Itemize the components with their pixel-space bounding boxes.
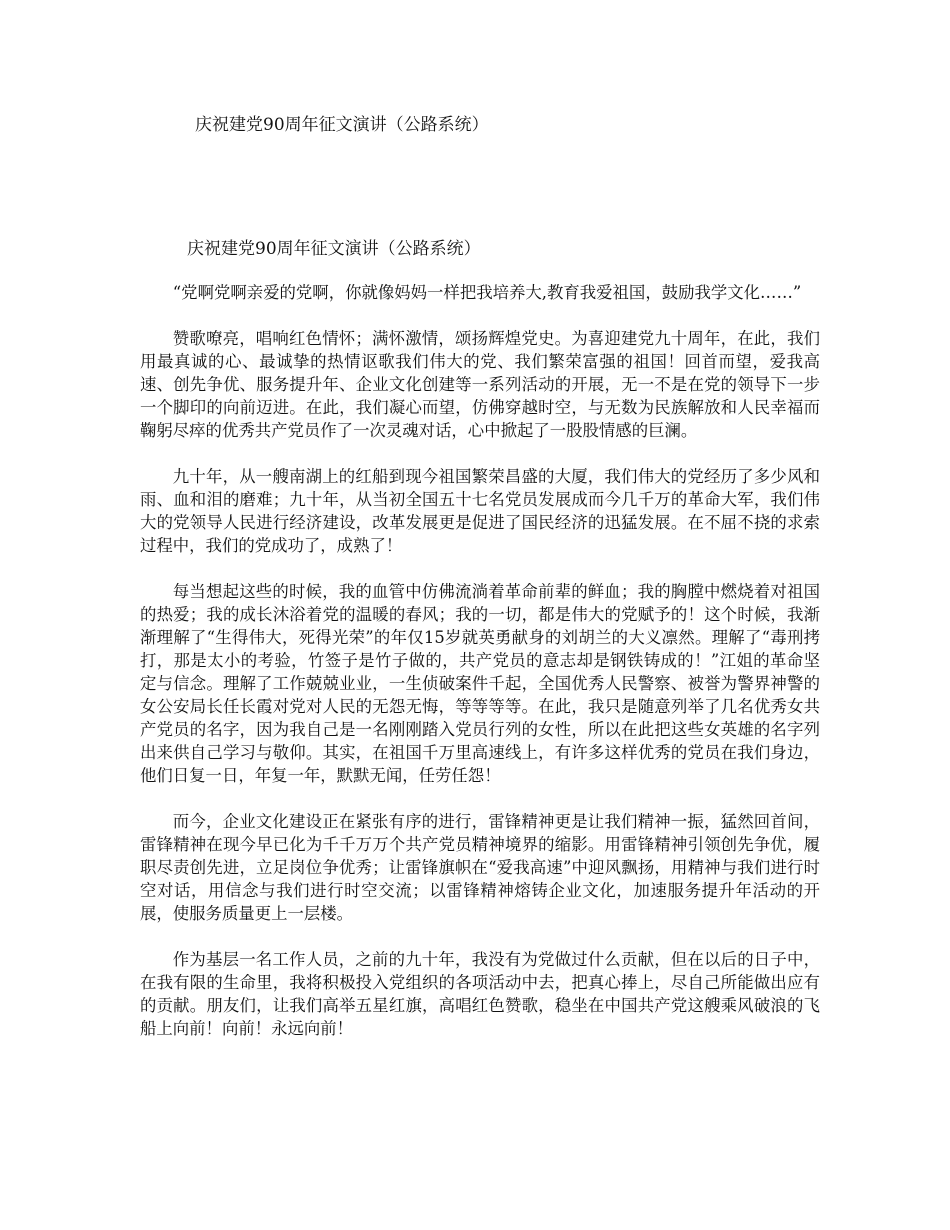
paragraph-2: 赞歌嘹亮，唱响红色情怀；满怀激情，颂扬辉煌党史。为喜迎建党九十周年，在此，我们用最真诚的心、最诚挚的热情讴歌我们伟大的党、我们繁荣富强的祖国！回首而望，爱我高速、创先争优、服务提升年、企业文化创建等一系列活动的开展，无一不是在党的领导下一步一个脚印的向前迈进。在此，我们凝心而望，仿佛穿越时空，与无数为民族解放和人民幸福而鞠躬尽瘁的优秀共产党员作了一次灵魂对话，心中掀起了一股股情感的巨澜。 [140, 329, 820, 440]
paragraph-6: 作为基层一名工作人员，之前的九十年，我没有为党做过什么贡献，但在以后的日子中，在我有限的生命里，我将积极投入党组织的各项活动中去，把真心捧上，尽自己所能做出应有的贡献。朋友们，让我们高举五星红旗，高唱红色赞歌，稳坐在中国共产党这艘乘风破浪的飞船上向前！向前！永远向前！ [140, 950, 820, 1038]
paragraph-1: “党啊党啊亲爱的党啊，你就像妈妈一样把我培养大,教育我爱祖国，鼓励我学文化……” [172, 283, 802, 302]
document-subtitle: 庆祝建党90周年征文演讲（公路系统） [187, 239, 481, 259]
paragraph-5: 而今，企业文化建设正在紧张有序的进行，雷锋精神更是让我们精神一振，猛然回首间，雷锋精神在现今早已化为千千万万个共产党员精神境界的缩影。用雷锋精神引领创先争优，履职尽责创先进，立足岗位争优秀；让雷锋旗帜在“爱我高速”中迎风飘扬，用精神与我们进行时空对话，用信念与我们进行时空交流；以雷锋精神熔铸企业文化，加速服务提升年活动的开展，使服务质量更上一层楼。 [140, 812, 820, 923]
paragraph-4: 每当想起这些的时候，我的血管中仿佛流淌着革命前辈的鲜血；我的胸膛中燃烧着对祖国的热爱；我的成长沐浴着党的温暖的春风；我的一切，都是伟大的党赋予的！这个时候，我渐渐理解了“生得伟大，死得光荣”的年仅15岁就英勇献身的刘胡兰的大义凛然。理解了“毒刑拷打，那是太小的考验，竹签子是竹子做的，共产党员的意志却是钢铁铸成的！”江姐的革命坚定与信念。理解了工作兢兢业业，一生侦破案件千起，全国优秀人民警察、被誉为警界神警的女公安局长任长霞对党对人民的无怨无悔，等等等等。在此，我只是随意列举了几名优秀女共产党员的名字，因为我自己是一名刚刚踏入党员行列的女性，所以在此把这些女英雄的名字列出来供自己学习与敬仰。其实，在祖国千万里高速线上，有许多这样优秀的党员在我们身边，他们日复一日，年复一年，默默无闻，任劳任怨！ [140, 582, 820, 785]
document-title: 庆祝建党90周年征文演讲（公路系统） [195, 115, 489, 135]
document-body [140, 237, 820, 1063]
paragraph-3: 九十年，从一艘南湖上的红船到现今祖国繁荣昌盛的大厦，我们伟大的党经历了多少风和雨、血和泪的磨难；九十年，从当初全国五十七名党员发展成而今几千万的革命大军，我们伟大的党领导人民进行经济建设，改革发展更是促进了国民经济的迅猛发展。在不屈不挠的求索过程中，我们的党成功了，成熟了！ [140, 467, 820, 555]
